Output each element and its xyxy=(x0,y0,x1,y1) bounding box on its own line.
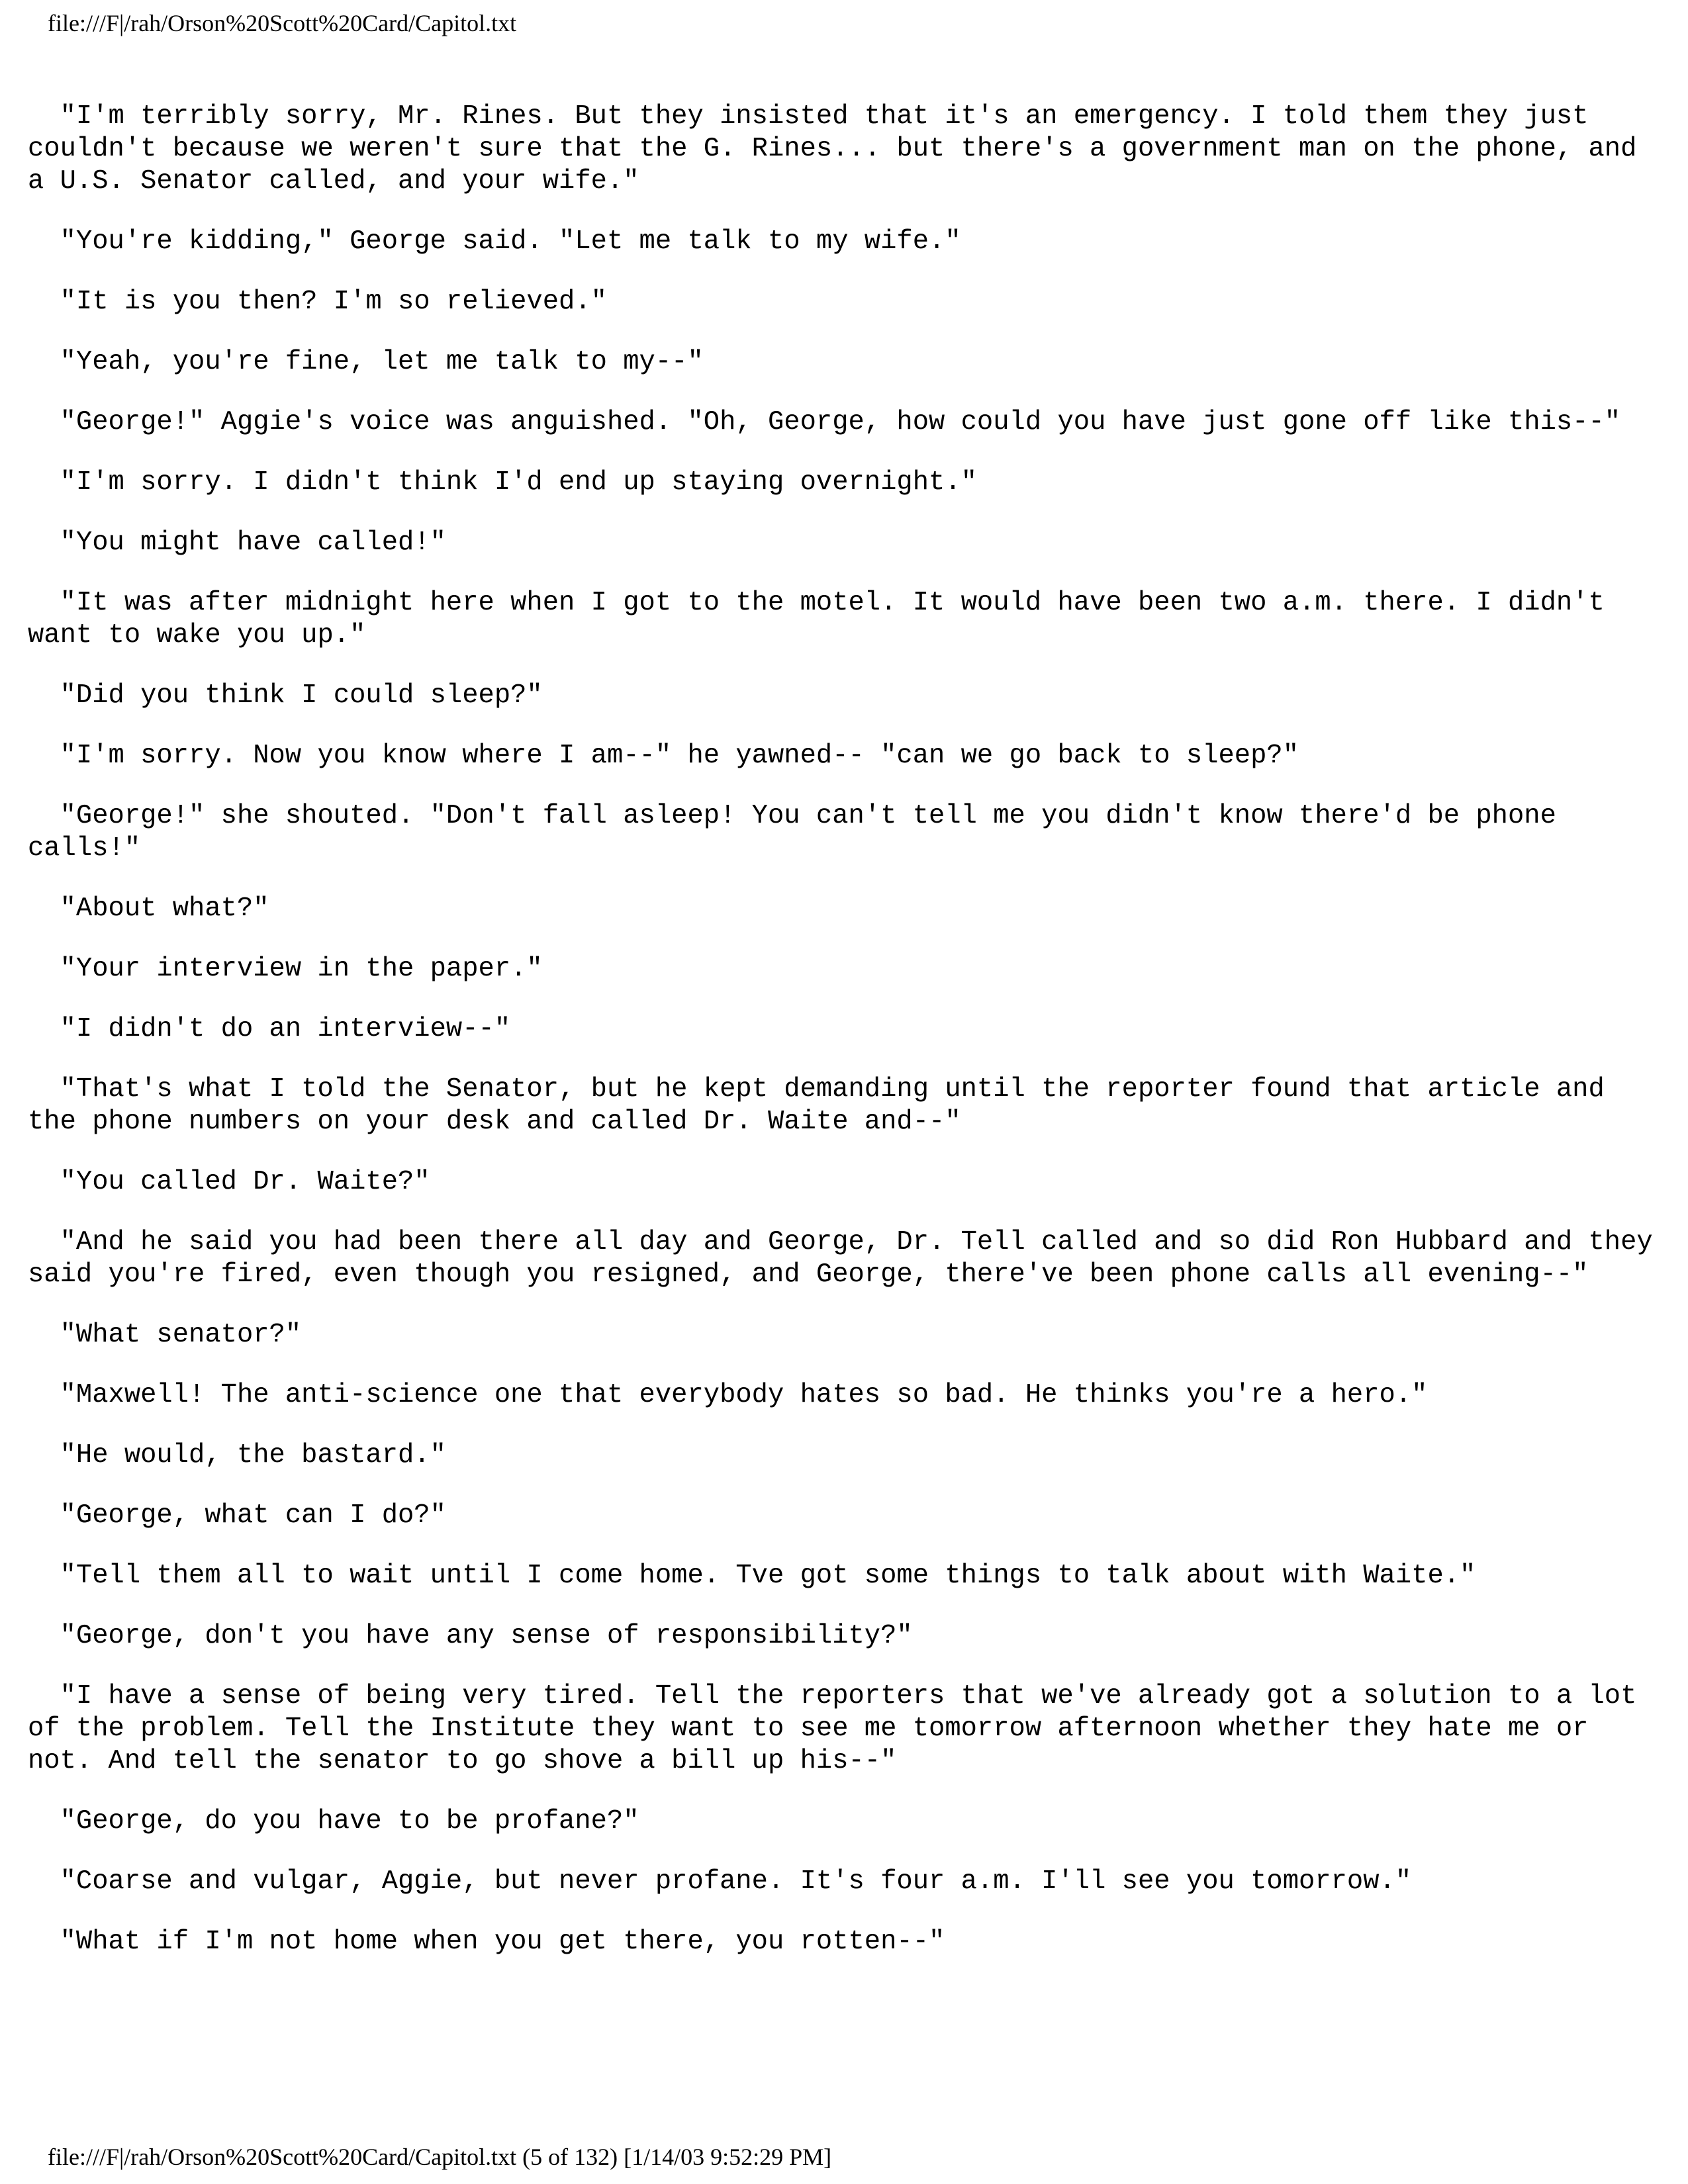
paragraph: "George!" Aggie's voice was anguished. "Oh, George, how could you have just gone off like this--" xyxy=(28,407,1621,437)
paragraph: "George, do you have to be profane?" xyxy=(28,1806,639,1837)
paragraph: "I'm sorry. I didn't think I'd end up staying overnight." xyxy=(28,467,977,498)
paragraph: "You called Dr. Waite?" xyxy=(28,1167,430,1197)
paragraph: "What senator?" xyxy=(28,1320,302,1350)
document-body xyxy=(28,101,1669,1986)
paragraph: "It is you then? I'm so relieved." xyxy=(28,287,607,317)
paragraph: "I have a sense of being very tired. Tell the reporters that we've already got a solution to a lot of the problem. Tell the Institute they want to see me tomorrow afternoon whether they hate me or not. And tell the senator to go shove a bill up his--" xyxy=(28,1681,1653,1776)
paragraph: "I'm sorry. Now you know where I am--" he yawned-- "can we go back to sleep?" xyxy=(28,741,1299,771)
paragraph: "Maxwell! The anti-science one that everybody hates so bad. He thinks you're a hero." xyxy=(28,1380,1428,1410)
paragraph: "Coarse and vulgar, Aggie, but never profane. It's four a.m. I'll see you tomorrow." xyxy=(28,1866,1412,1897)
paragraph: "George!" she shouted. "Don't fall asleep! You can't tell me you didn't know there'd be phone calls!" xyxy=(28,801,1573,864)
paragraph: "Yeah, you're fine, let me talk to my--" xyxy=(28,347,704,377)
paragraph: "You're kidding," George said. "Let me talk to my wife." xyxy=(28,226,961,257)
paragraph: "George, what can I do?" xyxy=(28,1500,446,1531)
paragraph: "I didn't do an interview--" xyxy=(28,1014,511,1044)
paragraph: "And he said you had been there all day and George, Dr. Tell called and so did Ron Hubbard and they said you're fired, even though you resigned, and George, there've been phone calls all evening--" xyxy=(28,1227,1669,1290)
paragraph: "Tell them all to wait until I come home. Tve got some things to talk about with Waite." xyxy=(28,1561,1476,1591)
paragraph: "Your interview in the paper." xyxy=(28,954,543,984)
paragraph: "That's what I told the Senator, but he kept demanding until the reporter found that article and the phone numbers on your desk and called Dr. Waite and--" xyxy=(28,1074,1621,1137)
paragraph: "George, don't you have any sense of responsibility?" xyxy=(28,1621,913,1651)
paragraph: "About what?" xyxy=(28,893,269,924)
paragraph: "What if I'm not home when you get there, you rotten--" xyxy=(28,1927,945,1957)
paragraph: "I'm terribly sorry, Mr. Rines. But they insisted that it's an emergency. I told them they just couldn't because we weren't sure that the G. Rines... but there's a government man on the phone, and a U.S. Senator called, and your wife." xyxy=(28,101,1653,197)
footer-url: file:///F|/rah/Orson%20Scott%20Card/Capitol.txt (5 of 132) [1/14/03 9:52:29 PM] xyxy=(48,2144,832,2170)
paragraph: "He would, the bastard." xyxy=(28,1440,446,1471)
header-url: file:///F|/rah/Orson%20Scott%20Card/Capitol.txt xyxy=(48,10,517,36)
paragraph: "Did you think I could sleep?" xyxy=(28,680,543,711)
paragraph: "You might have called!" xyxy=(28,527,446,558)
paragraph: "It was after midnight here when I got to the motel. It would have been two a.m. there. I didn't want to wake you up." xyxy=(28,588,1621,651)
